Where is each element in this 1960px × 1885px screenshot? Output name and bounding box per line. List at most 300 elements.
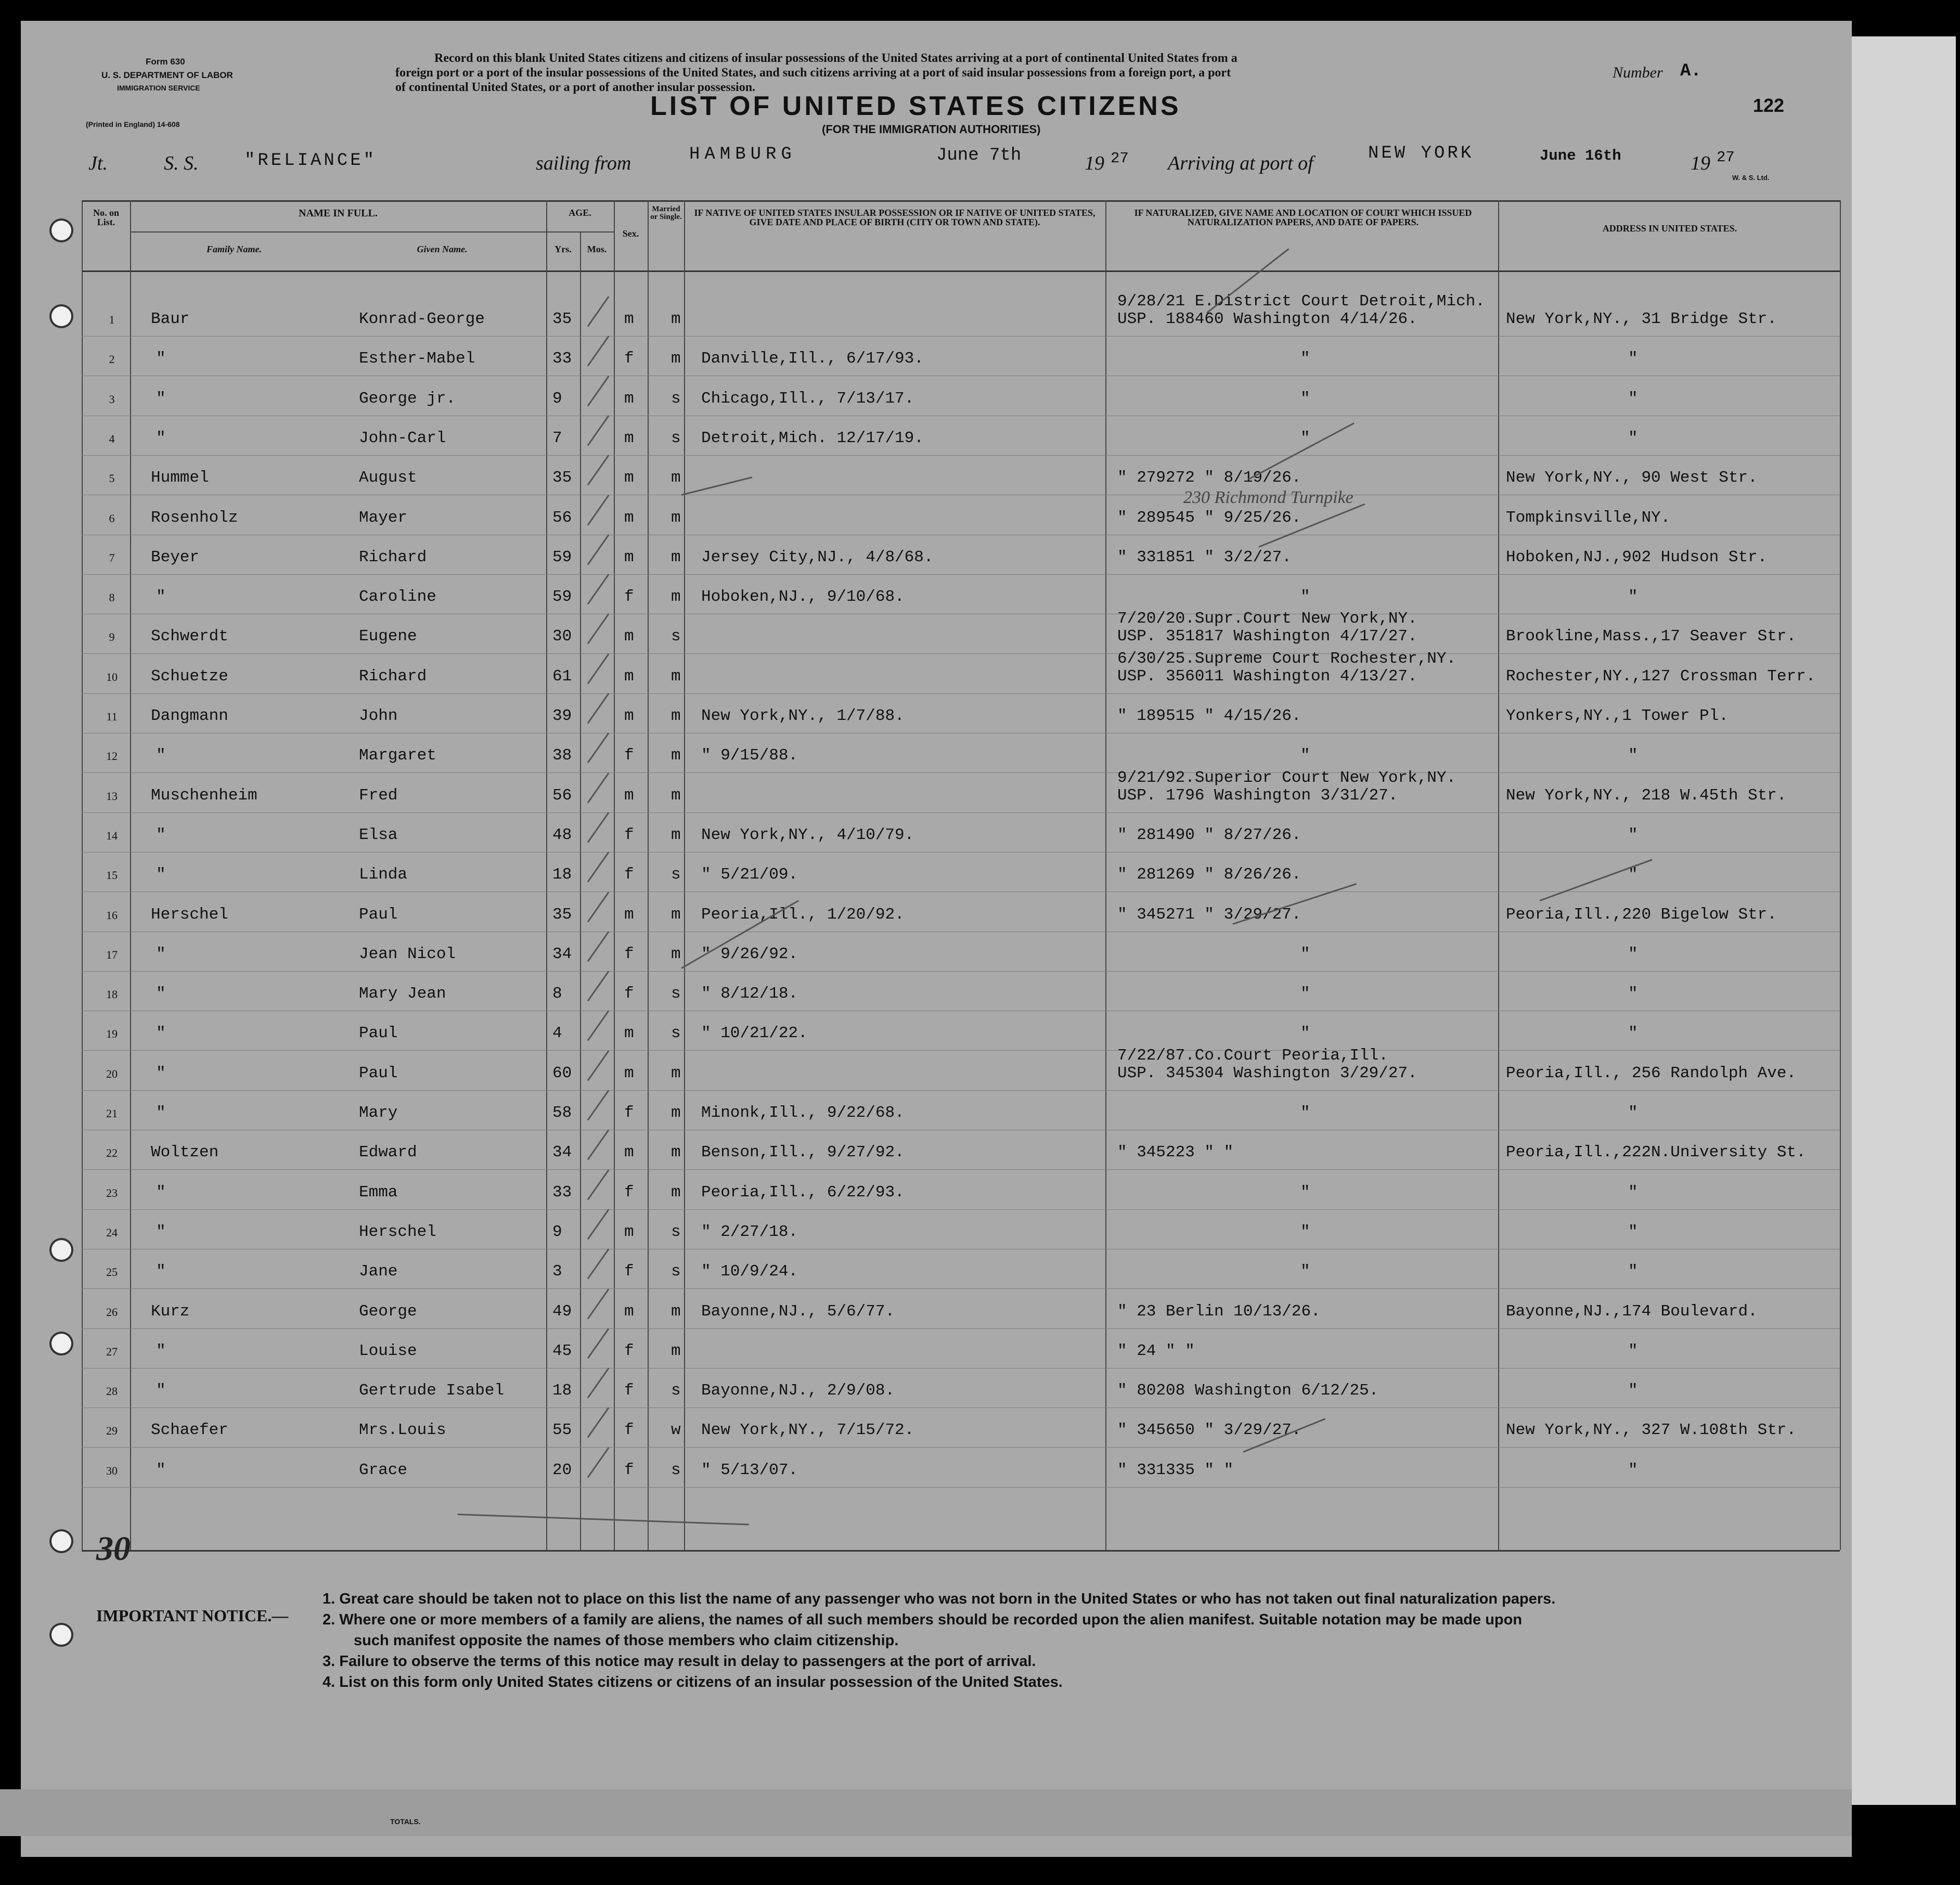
given-name: Louise <box>359 1341 417 1360</box>
family-name: Baur <box>151 310 190 328</box>
us-address: " <box>1628 429 1638 447</box>
naturalization-papers: " <box>1300 746 1310 765</box>
naturalization-court: 9/28/21 E.District Court Detroit,Mich. <box>1117 292 1485 311</box>
age-years: 35 <box>552 469 572 487</box>
us-address: " <box>1628 985 1638 1003</box>
sex: m <box>624 905 634 924</box>
header-yrs: Yrs. <box>555 244 572 254</box>
age-years: 18 <box>552 1382 572 1400</box>
age-years: 56 <box>552 508 572 527</box>
row-number: 28 <box>106 1385 118 1398</box>
naturalization-papers: " <box>1300 1222 1310 1241</box>
handwritten-count: 30 <box>96 1530 131 1568</box>
us-address: Peoria,Ill.,222N.University St. <box>1506 1143 1806 1162</box>
family-name: Herschel <box>151 905 228 924</box>
family-name: Schuetze <box>151 667 228 686</box>
given-name: Herschel <box>359 1222 436 1241</box>
us-address: " <box>1628 1183 1638 1202</box>
marital-status: m <box>671 825 681 844</box>
marital-status: m <box>671 1064 681 1082</box>
punch-hole <box>49 1623 73 1647</box>
sex: m <box>624 707 634 725</box>
marital-status: s <box>671 1262 681 1281</box>
row-number: 12 <box>106 750 118 763</box>
marital-status: m <box>671 945 681 963</box>
sex: m <box>624 627 634 646</box>
given-name: Mary <box>359 1104 398 1122</box>
sailing-label: sailing from <box>536 152 631 174</box>
punch-hole <box>49 304 73 328</box>
age-years: 59 <box>552 548 572 566</box>
us-address: " <box>1628 1024 1638 1043</box>
notice-item: 1. Great care should be taken not to place on this list the name of any passenger who was not born in the United States or who has not taken out final naturalization papers. <box>323 1591 1556 1607</box>
row-rule <box>82 852 1840 853</box>
family-name: " <box>156 945 166 963</box>
birth-place-date: Bayonne,NJ., 2/9/08. <box>701 1382 895 1400</box>
us-address: " <box>1628 1222 1638 1241</box>
age-years: 7 <box>552 429 562 447</box>
arriving-label: Arriving at port of <box>1168 152 1313 174</box>
handwritten-address-note: 230 Richmond Turnpike <box>1183 488 1353 507</box>
sex: m <box>624 786 634 805</box>
age-years: 61 <box>552 667 572 686</box>
given-name: John-Carl <box>359 429 446 447</box>
given-name: Esther-Mabel <box>359 350 475 368</box>
notice-item: 3. Failure to observe the terms of this notice may result in delay to passengers at the port of arrival. <box>323 1653 1036 1670</box>
sex: f <box>624 588 634 606</box>
sex: m <box>624 548 634 566</box>
marital-status: m <box>671 905 681 924</box>
family-name: " <box>156 1341 166 1360</box>
table-top-rule <box>82 200 1840 202</box>
age-years: 35 <box>552 310 572 328</box>
column-rule <box>1840 200 1841 1550</box>
marital-status: m <box>671 667 681 686</box>
given-name: Richard <box>359 667 427 686</box>
given-name: Emma <box>359 1183 398 1202</box>
us-address: " <box>1628 1461 1638 1479</box>
birth-place-date: New York,NY., 4/10/79. <box>701 825 914 844</box>
family-name: " <box>156 1461 166 1479</box>
naturalization-papers: " 331335 " " <box>1117 1461 1234 1479</box>
sex: f <box>624 1382 634 1400</box>
us-address: Rochester,NY.,127 Crossman Terr. <box>1506 667 1816 686</box>
naturalization-papers: " <box>1300 588 1310 606</box>
given-name: Mary Jean <box>359 985 446 1003</box>
given-name: Edward <box>359 1143 417 1162</box>
row-number: 13 <box>106 789 118 803</box>
age-years: 9 <box>552 389 562 408</box>
naturalization-court: 9/21/92.Superior Court New York,NY. <box>1117 768 1456 787</box>
header-naturalized: IF NATURALIZED, GIVE NAME AND LOCATION OF COURT WHICH ISSUED NATURALIZATION PAPERS, AND DATE OF PAPERS. <box>1134 208 1472 227</box>
given-name: Fred <box>359 786 398 805</box>
given-name: Richard <box>359 548 427 566</box>
row-rule <box>82 1090 1840 1091</box>
age-years: 30 <box>552 627 572 646</box>
jt-label: Jt. <box>88 152 108 174</box>
marital-status: s <box>671 1024 681 1043</box>
row-number: 4 <box>109 432 115 445</box>
given-name: Mrs.Louis <box>359 1421 446 1440</box>
age-years: 56 <box>552 786 572 805</box>
us-address: " <box>1628 389 1638 408</box>
naturalization-papers: " 189515 " 4/15/26. <box>1117 707 1301 725</box>
sex: f <box>624 1421 634 1440</box>
family-name: " <box>156 389 166 408</box>
sex: f <box>624 350 634 368</box>
naturalization-papers: " <box>1300 1183 1310 1202</box>
sex: f <box>624 1461 634 1479</box>
family-name: " <box>156 1064 166 1082</box>
header-birth: IF NATIVE OF UNITED STATES INSULAR POSSESSION OR IF NATIVE OF UNITED STATES, GIVE DATE AND PLACE OF BIRTH (CITY OR TOWN AND STATE). <box>694 208 1095 227</box>
year-from: 27 <box>1111 150 1129 167</box>
row-rule <box>82 812 1840 813</box>
preamble-line: foreign port or a port of the insular possessions of the United States, and such citizens arriving at a port of said insular possessions from a foreign port, a port <box>395 66 1231 80</box>
family-name: " <box>156 866 166 884</box>
birth-place-date: " 9/26/92. <box>701 945 798 963</box>
date-from: June 7th <box>936 146 1022 165</box>
family-name: Muschenheim <box>151 786 257 805</box>
row-rule <box>82 1050 1840 1051</box>
naturalization-papers: " <box>1300 945 1310 963</box>
row-number: 17 <box>106 948 118 961</box>
sex: f <box>624 985 634 1003</box>
family-name: Woltzen <box>151 1143 219 1162</box>
birth-place-date: Peoria,Ill., 6/22/93. <box>701 1183 905 1202</box>
column-rule <box>684 200 685 1550</box>
us-address: Tompkinsville,NY. <box>1506 508 1671 527</box>
family-name: " <box>156 1104 166 1122</box>
header-given-name: Given Name. <box>417 244 468 254</box>
marital-status: m <box>671 1341 681 1360</box>
sex: m <box>624 1064 634 1082</box>
row-number: 14 <box>106 829 118 842</box>
naturalization-papers: " 80208 Washington 6/12/25. <box>1117 1382 1379 1400</box>
naturalization-papers: " 345271 " 3/29/27. <box>1117 905 1301 924</box>
printer-mark: W. & S. Ltd. <box>1732 174 1770 182</box>
us-address: " <box>1628 746 1638 765</box>
age-years: 60 <box>552 1064 572 1082</box>
row-rule <box>82 1328 1840 1329</box>
page-title: LIST OF UNITED STATES CITIZENS <box>650 91 1181 121</box>
naturalization-court: 7/22/87.Co.Court Peoria,Ill. <box>1117 1046 1388 1065</box>
row-number: 19 <box>106 1027 118 1041</box>
sex: m <box>624 469 634 487</box>
row-rule <box>82 693 1840 694</box>
row-number: 9 <box>109 630 115 644</box>
given-name: Paul <box>359 1024 398 1043</box>
page-number: 122 <box>1753 95 1785 116</box>
marital-status: m <box>671 707 681 725</box>
age-years: 38 <box>552 746 572 765</box>
row-number: 3 <box>109 392 115 406</box>
birth-place-date: Hoboken,NJ., 9/10/68. <box>701 588 905 606</box>
marital-status: s <box>671 1222 681 1241</box>
marital-status: m <box>671 588 681 606</box>
marital-status: m <box>671 310 681 328</box>
us-address: " <box>1628 1104 1638 1122</box>
age-years: 18 <box>552 866 572 884</box>
row-rule <box>82 971 1840 972</box>
marital-status: s <box>671 1382 681 1400</box>
birth-place-date: " 5/21/09. <box>701 866 798 884</box>
row-number: 27 <box>106 1345 118 1358</box>
family-name: Hummel <box>151 469 209 487</box>
row-rule <box>82 1288 1840 1289</box>
sex: m <box>624 1024 634 1043</box>
notice-item: 4. List on this form only United States citizens or citizens of an insular possession of the United States. <box>323 1674 1063 1690</box>
marital-status: m <box>671 786 681 805</box>
marital-status: m <box>671 746 681 765</box>
us-address: " <box>1628 1382 1638 1400</box>
given-name: George <box>359 1302 417 1321</box>
totals-label: TOTALS. <box>390 1817 421 1826</box>
family-name: " <box>156 429 166 447</box>
us-address: " <box>1628 588 1638 606</box>
notice-item: 2. Where one or more members of a family are aliens, the names of all such members should be recorded upon the alien manifest. Suitable notation may be made upon <box>323 1611 1523 1628</box>
us-address: Peoria,Ill.,220 Bigelow Str. <box>1506 905 1777 924</box>
table-header-rule <box>82 270 1840 272</box>
us-address: " <box>1628 1262 1638 1281</box>
sex: f <box>624 1104 634 1122</box>
preamble-line: of continental United States, or a port of another insular possession. <box>395 81 756 94</box>
year-prefix: 19 <box>1691 152 1710 174</box>
header-married-single: Married or Single. <box>650 205 682 221</box>
date-to: June 16th <box>1540 147 1621 164</box>
row-number: 1 <box>109 313 115 326</box>
age-years: 48 <box>552 825 572 844</box>
birth-place-date: New York,NY., 1/7/88. <box>701 707 905 725</box>
header-sex: Sex. <box>622 228 639 239</box>
column-rule <box>1498 200 1499 1550</box>
sheet-fold <box>0 1789 1852 1836</box>
birth-place-date: " 8/12/18. <box>701 985 798 1003</box>
us-address: " <box>1628 825 1638 844</box>
form-number: Form 630 <box>146 57 185 67</box>
row-rule <box>82 1169 1840 1170</box>
age-years: 55 <box>552 1421 572 1440</box>
row-number: 15 <box>106 869 118 882</box>
marital-status: m <box>671 1183 681 1202</box>
punch-hole <box>49 218 73 242</box>
age-years: 20 <box>552 1461 572 1479</box>
given-name: Linda <box>359 866 408 884</box>
row-number: 30 <box>106 1464 118 1477</box>
given-name: Grace <box>359 1461 408 1479</box>
birth-place-date: New York,NY., 7/15/72. <box>701 1421 914 1440</box>
row-rule <box>82 455 1840 456</box>
naturalization-papers: " 279272 " 8/19/26. <box>1117 469 1301 487</box>
given-name: Gertrude Isabel <box>359 1382 505 1400</box>
given-name: John <box>359 707 398 725</box>
marital-status: s <box>671 1461 681 1479</box>
sex: f <box>624 825 634 844</box>
marital-status: m <box>671 508 681 527</box>
naturalization-court: 7/20/20.Supr.Court New York,NY. <box>1117 610 1417 628</box>
naturalization-papers: USP. 188460 Washington 4/14/26. <box>1117 310 1417 328</box>
punch-hole <box>49 1332 73 1355</box>
column-rule <box>614 200 615 1550</box>
given-name: George jr. <box>359 389 456 408</box>
service: IMMIGRATION SERVICE <box>117 84 200 92</box>
us-address: " <box>1628 350 1638 368</box>
family-name: Beyer <box>151 548 200 566</box>
naturalization-papers: " 23 Berlin 10/13/26. <box>1117 1302 1321 1321</box>
table-bottom-rule <box>82 1550 1840 1552</box>
naturalization-papers: USP. 356011 Washington 4/13/27. <box>1117 667 1417 686</box>
row-number: 7 <box>109 551 115 564</box>
year-prefix: 19 <box>1085 152 1104 174</box>
marital-status: m <box>671 1302 681 1321</box>
age-years: 33 <box>552 350 572 368</box>
row-number: 18 <box>106 988 118 1001</box>
family-name: Schaefer <box>151 1421 228 1440</box>
header-no: No. on List. <box>93 208 119 227</box>
header-mos: Mos. <box>587 244 607 254</box>
naturalization-papers: " <box>1300 389 1310 408</box>
family-name: Dangmann <box>151 707 228 725</box>
age-years: 3 <box>552 1262 562 1281</box>
port-to: NEW YORK <box>1368 144 1474 163</box>
naturalization-papers: " 345223 " " <box>1117 1143 1234 1162</box>
given-name: August <box>359 469 417 487</box>
birth-place-date: Minonk,Ill., 9/22/68. <box>701 1104 905 1122</box>
marital-status: m <box>671 1104 681 1122</box>
given-name: Margaret <box>359 746 436 765</box>
naturalization-papers: " 24 " " <box>1117 1341 1195 1360</box>
us-address: Peoria,Ill., 256 Randolph Ave. <box>1506 1064 1797 1082</box>
birth-place-date: Chicago,Ill., 7/13/17. <box>701 389 914 408</box>
given-name: Caroline <box>359 588 436 606</box>
marital-status: s <box>671 866 681 884</box>
us-address: New York,NY., 218 W.45th Str. <box>1506 786 1787 805</box>
family-name: " <box>156 1222 166 1241</box>
row-rule <box>82 574 1840 575</box>
column-rule <box>1105 200 1106 1550</box>
age-years: 59 <box>552 588 572 606</box>
printed-note: (Printed in England) 14-608 <box>86 120 180 128</box>
row-rule <box>82 1487 1840 1488</box>
birth-place-date: Jersey City,NJ., 4/8/68. <box>701 548 934 566</box>
sex: f <box>624 746 634 765</box>
row-number: 6 <box>109 511 115 525</box>
age-years: 9 <box>552 1222 562 1241</box>
naturalization-papers: " <box>1300 985 1310 1003</box>
naturalization-papers: USP. 1796 Washington 3/31/27. <box>1117 786 1398 805</box>
sex: f <box>624 1183 634 1202</box>
birth-place-date: Benson,Ill., 9/27/92. <box>701 1143 905 1162</box>
row-rule <box>82 653 1840 654</box>
marital-status: w <box>671 1421 681 1440</box>
header-family-name: Family Name. <box>207 244 262 254</box>
row-number: 8 <box>109 591 115 604</box>
given-name: Mayer <box>359 508 408 527</box>
row-number: 20 <box>106 1067 118 1080</box>
page-subtitle: (FOR THE IMMIGRATION AUTHORITIES) <box>822 123 1041 136</box>
sex: m <box>624 1302 634 1321</box>
column-rule <box>130 200 131 1550</box>
marital-status: m <box>671 469 681 487</box>
marital-status: s <box>671 627 681 646</box>
naturalization-papers: " 281490 " 8/27/26. <box>1117 825 1301 844</box>
column-rule <box>82 200 83 1550</box>
header-age: AGE. <box>569 208 591 218</box>
family-name: " <box>156 985 166 1003</box>
row-number: 26 <box>106 1305 118 1319</box>
birth-place-date: " 10/9/24. <box>701 1262 798 1281</box>
age-years: 34 <box>552 1143 572 1162</box>
department: U. S. DEPARTMENT OF LABOR <box>101 70 233 80</box>
row-rule <box>82 772 1840 773</box>
family-name: " <box>156 1183 166 1202</box>
sex: m <box>624 667 634 686</box>
birth-place-date: Detroit,Mich. 12/17/19. <box>701 429 924 447</box>
given-name: Jane <box>359 1262 398 1281</box>
given-name: Eugene <box>359 627 417 646</box>
marital-status: s <box>671 985 681 1003</box>
naturalization-papers: " <box>1300 1104 1310 1122</box>
given-name: Paul <box>359 1064 398 1082</box>
sex: f <box>624 945 634 963</box>
us-address: New York,NY., 90 West Str. <box>1506 469 1758 487</box>
row-number: 5 <box>109 472 115 485</box>
us-address: " <box>1628 945 1638 963</box>
us-address: New York,NY., 31 Bridge Str. <box>1506 310 1777 328</box>
birth-place-date: Bayonne,NJ., 5/6/77. <box>701 1302 895 1321</box>
row-number: 24 <box>106 1225 118 1239</box>
row-rule <box>82 1209 1840 1210</box>
given-name: Elsa <box>359 825 398 844</box>
sex: m <box>624 508 634 527</box>
header-address: ADDRESS IN UNITED STATES. <box>1602 223 1737 234</box>
port-from: HAMBURG <box>689 145 796 164</box>
marital-status: m <box>671 548 681 566</box>
age-years: 4 <box>552 1024 562 1043</box>
given-name: Jean Nicol <box>359 945 456 963</box>
age-years: 58 <box>552 1104 572 1122</box>
number-value: A. <box>1680 61 1701 81</box>
given-name: Konrad-George <box>359 310 485 328</box>
row-number: 2 <box>109 353 115 366</box>
age-years: 49 <box>552 1302 572 1321</box>
header-name-in-full: NAME IN FULL. <box>299 208 378 219</box>
row-number: 11 <box>106 710 118 723</box>
age-years: 45 <box>552 1341 572 1360</box>
family-name: " <box>156 746 166 765</box>
sheet-edge <box>1852 36 1956 1805</box>
sex: m <box>624 389 634 408</box>
naturalization-papers: " 345650 " 3/29/27. <box>1117 1421 1301 1440</box>
family-name: " <box>156 1382 166 1400</box>
naturalization-papers: USP. 351817 Washington 4/17/27. <box>1117 627 1417 646</box>
given-name: Paul <box>359 905 398 924</box>
us-address: Brookline,Mass.,17 Seaver Str. <box>1506 627 1797 646</box>
naturalization-papers: " <box>1300 1262 1310 1281</box>
age-years: 34 <box>552 945 572 963</box>
us-address: New York,NY., 327 W.108th Str. <box>1506 1421 1797 1440</box>
family-name: " <box>156 588 166 606</box>
family-name: Schwerdt <box>151 627 228 646</box>
sex: m <box>624 1222 634 1241</box>
naturalization-papers: USP. 345304 Washington 3/29/27. <box>1117 1064 1417 1082</box>
naturalization-court: 6/30/25.Supreme Court Rochester,NY. <box>1117 649 1456 668</box>
age-years: 39 <box>552 707 572 725</box>
marital-status: s <box>671 429 681 447</box>
naturalization-papers: " 331851 " 3/2/27. <box>1117 548 1292 566</box>
age-years: 8 <box>552 985 562 1003</box>
birth-place-date: " 9/15/88. <box>701 746 798 765</box>
notice-item: such manifest opposite the names of those members who claim citizenship. <box>354 1632 899 1649</box>
